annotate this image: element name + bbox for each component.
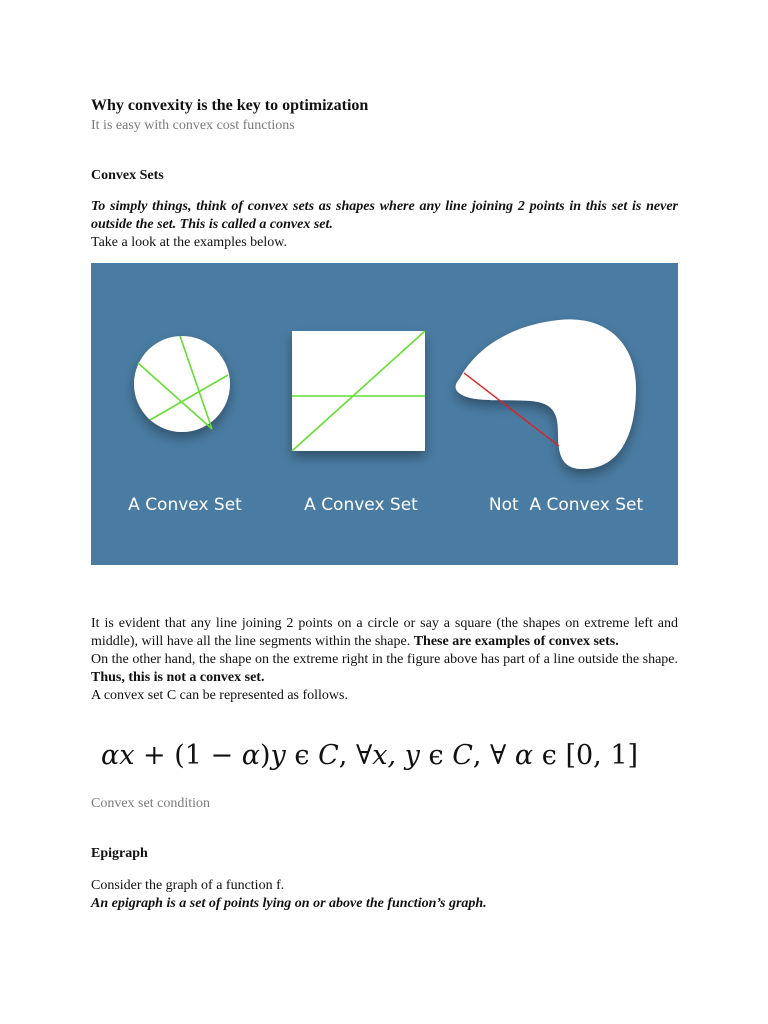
formula-caption: Convex set condition	[91, 796, 210, 811]
formula-c-1: C	[318, 740, 339, 771]
formula-alpha: α	[241, 740, 260, 771]
convex-set-formula	[101, 740, 638, 771]
represented-text: A convex set C can be represented as follows.	[91, 688, 348, 703]
convex-circle-shape	[134, 336, 230, 432]
convex-sets-illustration	[91, 263, 678, 565]
formula-c-2: C	[452, 740, 473, 771]
evident-bold-text: These are examples of convex sets.	[413, 634, 619, 649]
epigraph-definition-text: An epigraph is a set of points lying on or above the function’s graph.	[91, 896, 487, 911]
nonconvex-blob-shape	[456, 319, 636, 469]
section-heading-epigraph: Epigraph	[91, 846, 148, 861]
epigraph-paragraph	[91, 877, 678, 913]
other-hand-bold-text: Thus, this is not a convex set.	[91, 670, 265, 685]
article-title: Why convexity is the key to optimization	[91, 97, 369, 114]
convex-sets-figure	[91, 263, 678, 565]
formula-xy: x, y	[372, 740, 420, 771]
formula-interval: [0, 1]	[565, 740, 639, 771]
convex-intro-paragraph	[91, 198, 678, 252]
formula-in-2: ϵ	[419, 740, 453, 771]
formula-alpha-x: αx	[101, 740, 135, 771]
epigraph-line-1: Consider the graph of a function f.	[91, 878, 285, 893]
formula-y: y	[270, 740, 286, 771]
convex-explanation-paragraph	[91, 615, 678, 705]
formula-sep-1: , ∀	[338, 740, 373, 771]
formula-sep-2: , ∀	[472, 740, 515, 771]
figure-label-blob: Not A Convex Set	[488, 495, 644, 515]
formula-plus: + (1 −	[134, 740, 242, 771]
section-heading-convex-sets: Convex Sets	[91, 168, 164, 183]
article-subtitle: It is easy with convex cost functions	[91, 118, 295, 133]
evident-text: It is evident that any line joining 2 points on a circle or say a square (the shapes on extreme left and middle), will have all the line segments within the shape.	[91, 616, 678, 649]
formula-in-3: ϵ	[533, 740, 566, 771]
examples-lead-text: Take a look at the examples below.	[91, 235, 287, 250]
formula-in-1: ϵ	[285, 740, 319, 771]
convex-definition-text: To simply things, think of convex sets as shapes where any line joining 2 points in this set is never outside the set. This is called a convex set.	[91, 199, 678, 232]
other-hand-text: On the other hand, the shape on the extreme right in the figure above has part of a line outside the shape.	[91, 652, 678, 667]
figure-label-square: A Convex Set	[304, 495, 418, 515]
figure-label-circle: A Convex Set	[128, 495, 242, 515]
formula-close: )	[260, 740, 271, 771]
formula-alpha-2: α	[514, 740, 534, 771]
